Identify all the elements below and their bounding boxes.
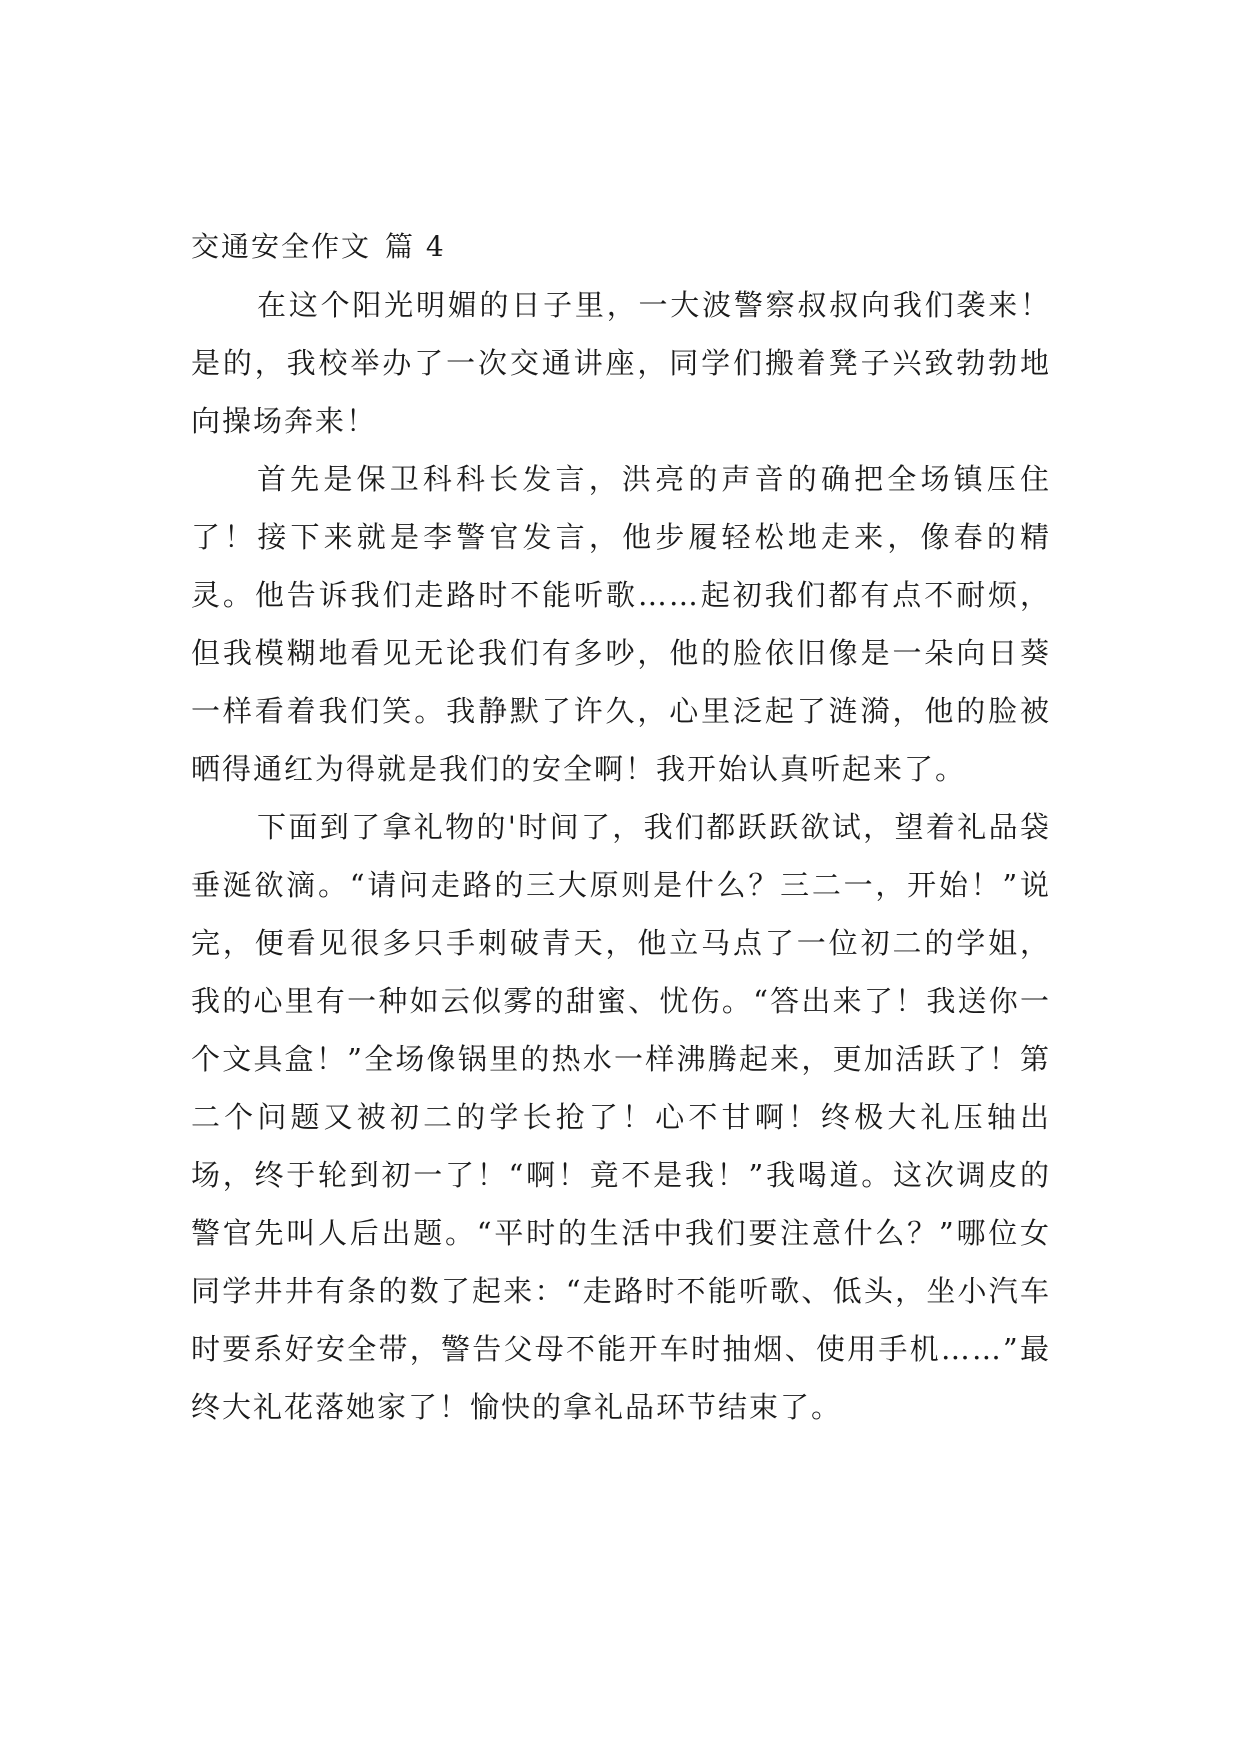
paragraph-3: 下面到了拿礼物的'时间了，我们都跃跃欲试，望着礼品袋垂涎欲滴。“请问走路的三大原则是什么？三二一，开始！”说完，便看见很多只手刺破青天，他立马点了一位初二的学姐，我的心里有一种如云似雾的甜蜜、忧伤。“答出来了！我送你一个文具盒！”全场像锅里的热水一样沸腾起来，更加活跃了！第二个问题又被初二的学长抢了！心不甘啊！终极大礼压轴出场，终于轮到初一了！“啊！竟不是我！”我喝道。这次调皮的警官先叫人后出题。“平时的生活中我们要注意什么？”哪位女同学井井有条的数了起来：“走路时不能听歌、低头，坐小汽车时要系好安全带，警告父母不能开车时抽烟、使用手机……”最终大礼花落她家了！愉快的拿礼品环节结束了。 bbox=[191, 810, 1051, 1424]
paragraph-1: 在这个阳光明媚的日子里，一大波警察叔叔向我们袭来！是的，我校举办了一次交通讲座，同学们搬着凳子兴致勃勃地向操场奔来！ bbox=[191, 288, 1051, 438]
document-page bbox=[191, 218, 1051, 1436]
document-title bbox=[191, 218, 1051, 276]
part-label: 篇 4 bbox=[385, 230, 446, 263]
paragraph-2: 首先是保卫科科长发言，洪亮的声音的确把全场镇压住了！接下来就是李警官发言，他步履轻松地走来，像春的精灵。他告诉我们走路时不能听歌……起初我们都有点不耐烦，但我模糊地看见无论我们有多吵，他的脸依旧像是一朵向日葵一样看着我们笑。我静默了许久，心里泛起了涟漪，他的脸被晒得通红为得就是我们的安全啊！我开始认真听起来了。 bbox=[191, 462, 1051, 786]
title-text: 交通安全作文 bbox=[191, 230, 372, 263]
